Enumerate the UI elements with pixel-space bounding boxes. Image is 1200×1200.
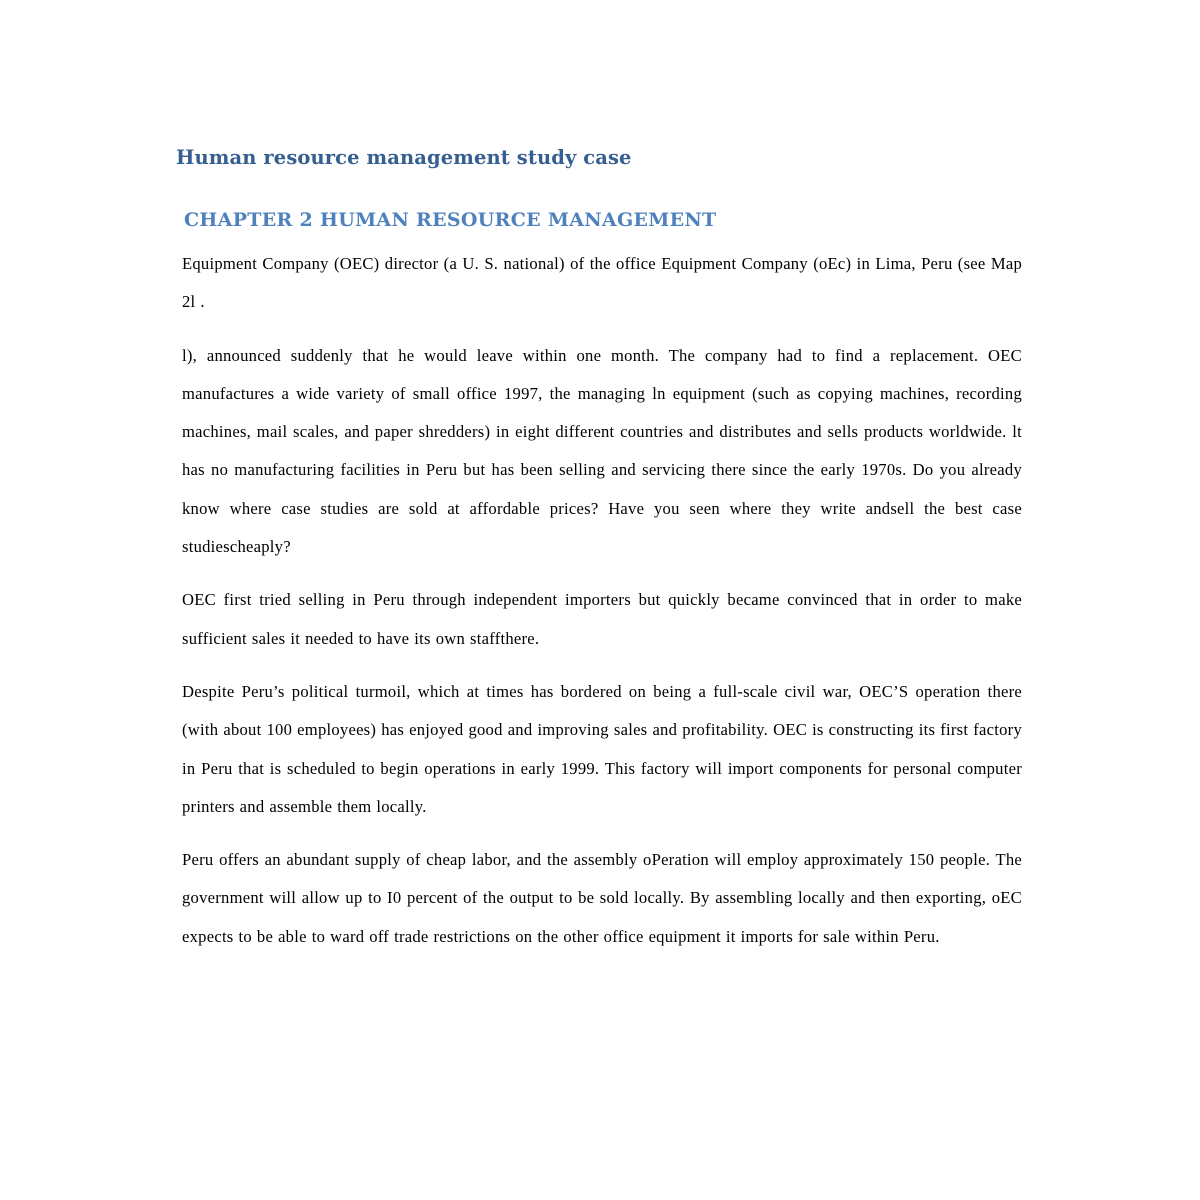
paragraph-4: Despite Peru’s political turmoil, which at times has bordered on being a full-scale civil war, OEC’S operation there (with about 100 employees) has enjoyed good and improving sales and profitability. OEC is constructing its first factory in Peru that is scheduled to begin operations in early 1999. This factory will import components for personal computer printers and assemble them locally. — [182, 681, 1022, 816]
chapter-heading: CHAPTER 2 HUMAN RESOURCE MANAGEMENT — [184, 209, 717, 231]
paragraph-3: OEC first tried selling in Peru through independent importers but quickly became convinced that in order to make sufficient sales it needed to have its own staffthere. — [182, 590, 1022, 648]
paragraph-1: Equipment Company (OEC) director (a U. S. national) of the office Equipment Company (oEc) in Lima, Peru (see Map 2l . — [182, 254, 1022, 312]
paragraph-2: l), announced suddenly that he would leave within one month. The company had to find a replacement. OEC manufactures a wide variety of small office 1997, the managing ln equipment (such as copying machines, recording machines, mail scales, and paper shredders) in eight different countries and distributes and sells products worldwide. lt has no manufacturing facilities in Peru but has been selling and servicing there since the early 1970s. Do you already know where case studies are sold at affordable prices? Have you seen where they write andsell the best case studiescheaply? — [182, 345, 1022, 557]
document-title: Human resource management study case — [176, 146, 632, 169]
paragraph-5: Peru offers an abundant supply of cheap labor, and the assembly oPeration will employ approximately 150 people. The government will allow up to I0 percent of the output to be sold locally. By assembling locally and then exporting, oEC expects to be able to ward off trade restrictions on the other office equipment it imports for sale within Peru. — [182, 850, 1022, 946]
document-content — [176, 143, 1022, 956]
